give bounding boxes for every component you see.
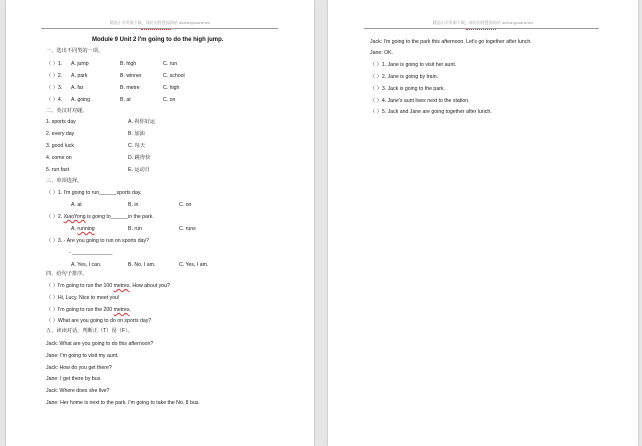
- s3-q1-c: C. on: [179, 202, 192, 208]
- section-4-heading: 四、给句子排序。: [46, 271, 88, 277]
- s3-q2-a: A. running: [71, 226, 95, 232]
- s3-q1: （ ）1. I'm going to run______sports day.: [46, 190, 142, 196]
- dialog-line-1: Jack: What are you going to do this afternoon?: [46, 341, 154, 347]
- s1-q1-b: B. high: [120, 61, 137, 67]
- s3-q3: （ ）3. - Are you going to run on sports day?: [46, 238, 149, 244]
- s1-q2-num: （ ）2.: [46, 73, 63, 79]
- s4-r3: （ ）I'm going to run the 200 metres.: [46, 307, 131, 313]
- s3-q2-b: B. run: [128, 226, 142, 232]
- tf-item-2: （ ）2. Jane is going by train.: [370, 74, 439, 80]
- s1-q2-c: C. school: [163, 73, 185, 79]
- dialog-line-7: Jack: I'm going to the park this afternoon. Let's go together after lunch.: [370, 39, 532, 45]
- s1-q3-num: （ ）3.: [46, 85, 63, 91]
- s1-q3-a: A. far: [71, 85, 84, 91]
- s3-q2-c: C. runs: [179, 226, 196, 232]
- s2-zh-3: C. 每天: [128, 143, 146, 149]
- s3-q3-b: B. No, I am.: [128, 262, 156, 268]
- page-header: 精品小学资源下载，请访问智慧园网站 dlzhangxuanzhen: [109, 20, 211, 25]
- s1-q4-num: （ ）4.: [46, 97, 63, 103]
- s3-q3-c: C. Yes, I am.: [179, 262, 209, 268]
- s2-en-5: 5. run fast: [46, 167, 70, 173]
- s4-r1: （ ）I'm going to run the 100 metres. How about you?: [46, 283, 170, 289]
- s2-en-3: 3. good luck: [46, 143, 74, 149]
- s1-q1-num: （ ）1.: [46, 61, 63, 67]
- s2-zh-4: D. 跳得快: [128, 155, 151, 161]
- s2-en-1: 1. sports day: [46, 119, 76, 125]
- s4-r2: （ ）Hi, Lucy. Nice to meet you!: [46, 295, 120, 301]
- s3-q2: （ ）2. XiaoYong is going to______in the park.: [46, 214, 154, 220]
- s1-q2-a: A. park: [71, 73, 88, 79]
- header-dots: [141, 29, 171, 31]
- dialog-line-4: Jane: I get there by bus.: [46, 376, 102, 382]
- dialog-line-8: Jane: OK.: [370, 50, 394, 56]
- worksheet-title: Module 9 Unit 2 I'm going to do the high jump.: [92, 37, 224, 43]
- section-5-heading: 五、读读对话，判断正（T）误（F）。: [46, 328, 133, 334]
- s2-en-2: 2. every day: [46, 131, 75, 137]
- page-header: 精品小学资源下载，请访问智慧园网站 dlzhangxuanzhen: [432, 20, 534, 25]
- s3-q3-a: A. Yes, I can.: [71, 262, 102, 268]
- worksheet-page-2: [328, 0, 638, 446]
- dialog-line-2: Jane: I'm going to visit my aunt.: [46, 353, 119, 359]
- section-2-heading: 二、英汉对对碰。: [46, 108, 88, 114]
- s4-r4: （ ）What are you going to do on sports day?: [46, 318, 152, 324]
- s1-q3-b: B. metre: [120, 85, 140, 91]
- section-1-heading: 一、选出不同类的一项。: [46, 48, 104, 54]
- tf-item-4: （ ）4. Jane's aunt lives next to the station.: [370, 98, 470, 104]
- header-dots: [466, 29, 496, 31]
- s1-q1-a: A. jump: [71, 61, 89, 67]
- tf-item-1: （ ）1. Jane is going to visit her aunt.: [370, 62, 457, 68]
- s1-q4-c: C. on: [163, 97, 176, 103]
- dialog-line-3: Jack: How do you get there?: [46, 365, 112, 371]
- dialog-line-5: Jack: Where does she live?: [46, 388, 110, 394]
- s2-zh-2: B. 加油: [128, 131, 145, 137]
- section-3-heading: 三、单项选择。: [46, 178, 83, 184]
- tf-item-3: （ ）3. Jack is going to the park.: [370, 86, 445, 92]
- worksheet-page-1: [6, 0, 314, 446]
- s1-q1-c: C. run: [163, 61, 178, 67]
- s3-q1-b: B. in: [128, 202, 139, 208]
- s3-q1-a: A. at: [71, 202, 82, 208]
- tf-item-5: （ ）5. Jack and Jane are going together after lunch.: [370, 109, 492, 115]
- s1-q4-a: A. going: [71, 97, 91, 103]
- s2-zh-5: E. 运动日: [128, 167, 150, 173]
- s2-zh-1: A. 祝你好运: [128, 119, 156, 125]
- s1-q3-c: C. high: [163, 85, 180, 91]
- dialog-line-6: Jane: Her home is next to the park. I'm going to take the No. 8 bus.: [46, 400, 200, 406]
- s3-q3-blank: - ______________: [69, 250, 113, 256]
- s1-q4-b: B. at: [120, 97, 131, 103]
- s2-en-4: 4. come on: [46, 155, 72, 161]
- s1-q2-b: B. winner: [120, 73, 142, 79]
